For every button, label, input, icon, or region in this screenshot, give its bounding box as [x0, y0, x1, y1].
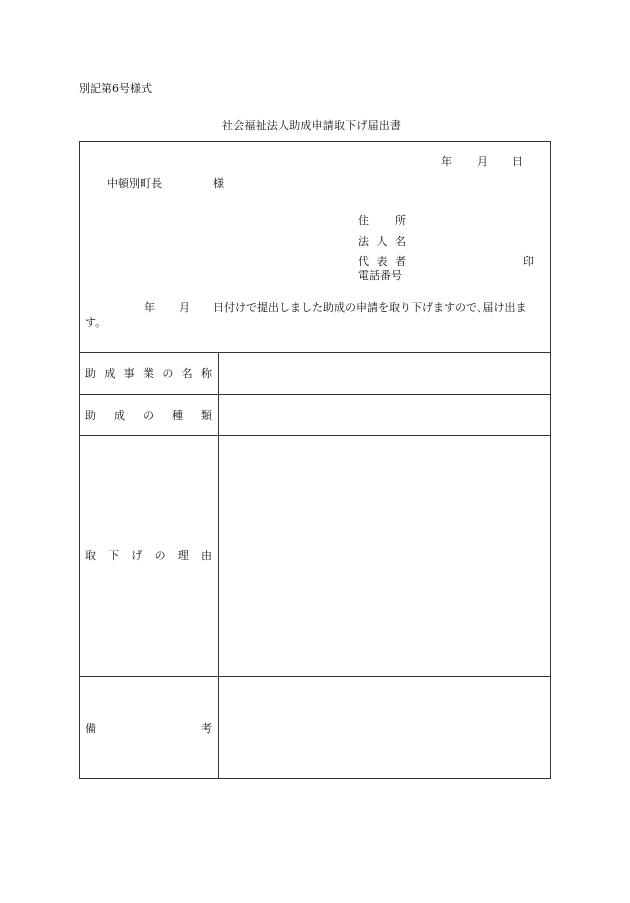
row-label-char: 下 — [108, 549, 120, 562]
date-year-label: 年 — [441, 155, 452, 168]
corp-name-label-char: 法 — [358, 235, 369, 248]
address-label-char: 住 — [358, 214, 369, 227]
row-label-char: の — [154, 549, 166, 562]
form-number: 別記第6号様式 — [79, 82, 152, 95]
row-label-char: 成 — [114, 409, 125, 422]
row-label-char: の — [143, 409, 154, 422]
row-label-char: 類 — [201, 409, 212, 422]
row-label-withdraw-reason — [85, 549, 212, 563]
statement-line-1: 日付けで提出しました助成の申請を取り下げますので､届け出ま — [213, 301, 527, 314]
corp-name-label — [358, 235, 406, 249]
row-label-remarks — [85, 722, 212, 736]
row-label-char: 助 — [85, 367, 96, 380]
row-label-char: 種 — [172, 409, 183, 422]
row-label-char: 事 — [123, 367, 135, 380]
representative-label-char: 代 — [358, 255, 369, 268]
withdraw-reason-field[interactable] — [219, 436, 550, 676]
representative-label — [358, 255, 406, 269]
grant-type-field[interactable] — [219, 395, 550, 435]
row-label-char: げ — [131, 549, 143, 562]
row-label-char: 由 — [200, 549, 212, 562]
row-label-grant-type — [85, 409, 212, 423]
row-label-char: の — [162, 367, 174, 380]
row-label-char: 業 — [142, 367, 154, 380]
date-day-label: 日 — [512, 155, 523, 168]
corp-name-label-char: 人 — [376, 235, 388, 248]
row-label-char: 助 — [85, 409, 96, 422]
phone-label: 電話番号 — [358, 269, 402, 282]
statement-line-2: す。 — [85, 316, 107, 329]
row-label-char: 理 — [177, 549, 189, 562]
remarks-field[interactable] — [219, 677, 550, 778]
form-title: 社会福祉法人助成申請取下げ届出書 — [222, 119, 402, 132]
address-label-char: 所 — [395, 214, 406, 227]
seal-mark: 印 — [523, 255, 534, 268]
row-label-char: 取 — [85, 549, 96, 562]
project-name-field[interactable] — [219, 353, 550, 394]
row-label-char: 名 — [181, 367, 193, 380]
addressee-honorific: 様 — [213, 177, 224, 190]
representative-label-char: 表 — [376, 255, 388, 268]
row-label-project-name — [85, 367, 212, 381]
address-label — [358, 214, 406, 228]
addressee-name: 中頓別町長 — [107, 177, 162, 190]
row-label-char: 備 — [85, 722, 96, 735]
row-label-char: 考 — [201, 722, 212, 735]
statement-month: 月 — [179, 301, 190, 314]
corp-name-label-char: 名 — [395, 235, 406, 248]
date-month-label: 月 — [477, 155, 488, 168]
representative-label-char: 者 — [395, 255, 406, 268]
statement-year: 年 — [144, 301, 155, 314]
row-label-char: 成 — [104, 367, 116, 380]
row-label-char: 称 — [200, 367, 212, 380]
